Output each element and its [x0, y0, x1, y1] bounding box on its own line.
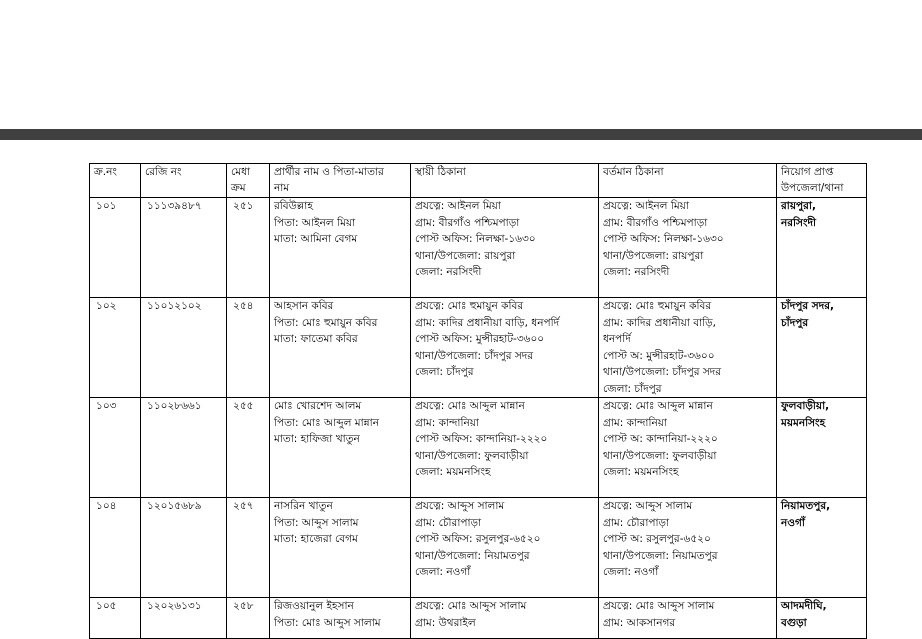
candidate-name-cell-line: রিজওয়ানুল ইহসান — [274, 600, 354, 612]
permanent-address-cell-line: থানা/উপজেলা: চাঁদপুর সদর — [415, 349, 534, 362]
candidate-name-cell — [270, 298, 411, 398]
permanent-address-cell-line: পোস্ট অফিস: রসুলপুর-৬৫২০ — [415, 533, 541, 545]
permanent-address-cell-line: জেলা: ময়মনসিংহ — [415, 466, 491, 478]
permanent-address-cell-line: গ্রাম: বীরগাঁও পশ্চিমপাড়া — [415, 216, 520, 229]
candidate-name-cell-line: মাতা: হাফিজা খাতুন — [274, 433, 360, 445]
registration-cell: ১২০২৬১৩১ — [141, 598, 227, 639]
header-name-line: প্রার্থীর নাম ও পিতা-মাতার — [274, 166, 384, 178]
present-address-cell-line: পোস্ট অ: মুন্সীরহাট-৩৬০০ — [603, 349, 715, 362]
header-name-line: নাম — [274, 182, 290, 194]
present-address-cell-line: গ্রাম: বীরগাঁও পশ্চিমপাড়া — [603, 216, 708, 229]
present-address-cell — [599, 298, 777, 398]
candidate-name-cell-line: আহসান কবির — [274, 300, 334, 312]
candidate-name-cell-line: রবিউল্লাহ — [274, 200, 313, 212]
present-address-cell-line: জেলা: ময়মনসিংহ — [603, 466, 679, 478]
posting-cell-line: চাঁদপুর — [781, 316, 809, 329]
posting-cell — [777, 598, 867, 639]
serial-cell: ১০১ — [90, 198, 141, 298]
header-posting-line: উপজেলা/থানা — [781, 182, 844, 194]
posting-cell-line: নওগাঁ — [781, 516, 805, 529]
candidate-name-cell-line: মাতা: ফাতেমা কবির — [274, 333, 358, 345]
header-posting-line: নিয়োগ প্রাপ্ত — [781, 166, 834, 178]
header-merit-line: মেধা — [231, 166, 251, 178]
permanent-address-cell-line: পোস্ট অফিস: মুন্সীরহাট-৩৬০০ — [415, 333, 545, 345]
present-address-cell-line: থানা/উপজেলা: রায়পুরা — [603, 249, 704, 262]
merit-cell: ২৫১ — [227, 198, 270, 298]
permanent-address-cell-line: গ্রাম: কাদির প্রধানীয়া বাড়ি, ধনপর্দি — [415, 316, 560, 329]
permanent-address-cell — [411, 498, 599, 598]
candidate-name-cell — [270, 498, 411, 598]
candidate-name-cell — [270, 398, 411, 498]
posting-cell — [777, 198, 867, 298]
permanent-address-cell-line: প্রযত্নে: আব্দুস সালাম — [415, 500, 505, 512]
permanent-address-cell — [411, 398, 599, 498]
present-address-cell-line: গ্রাম: চৌরাপাড়া — [603, 516, 670, 529]
candidate-name-cell-line: মাতা: হাজেরা বেগম — [274, 533, 358, 545]
present-address-cell — [599, 198, 777, 298]
serial-cell: ১০৫ — [90, 598, 141, 639]
present-address-cell-line: প্রযত্নে: আব্দুস সালাম — [603, 500, 693, 512]
posting-cell-line: চাঁদপুর সদর, — [781, 300, 835, 312]
permanent-address-cell-line: গ্রাম: কান্দানিয়া — [415, 416, 479, 429]
registration-cell: ১১০১২১০২ — [141, 298, 227, 398]
posting-cell-line: নিয়ামতপুর, — [781, 500, 831, 512]
candidate-name-cell-line: নাসরিন খাতুন — [274, 500, 333, 512]
posting-cell-line: রায়পুরা, — [781, 200, 816, 212]
permanent-address-cell — [411, 598, 599, 639]
candidate-name-cell — [270, 598, 411, 639]
present-address-cell-line: জেলা: চাঁদপুর — [603, 382, 662, 395]
permanent-address-cell-line: গ্রাম: চৌরাপাড়া — [415, 516, 482, 529]
permanent-address-cell-line: থানা/উপজেলা: ফুলবাড়ীয়া — [415, 449, 529, 462]
permanent-address-cell-line: জেলা: চাঁদপুর — [415, 366, 474, 378]
present-address-cell-line: জেলা: নওগাঁ — [603, 566, 659, 578]
table-row — [90, 198, 867, 298]
present-address-cell — [599, 598, 777, 639]
candidate-name-cell-line: মাতা: আমিনা বেগম — [274, 233, 358, 245]
present-address-cell-line: পোস্ট অ: রসুলপুর-৬৫২০ — [603, 533, 711, 545]
present-address-cell — [599, 398, 777, 498]
merit-cell: ২৫৮ — [227, 598, 270, 639]
serial-cell: ১০২ — [90, 298, 141, 398]
registration-cell: ১২০১৫৬৮৯ — [141, 498, 227, 598]
candidate-name-cell — [270, 198, 411, 298]
table-header-row — [90, 164, 867, 198]
table-row — [90, 598, 867, 639]
present-address-cell-line: প্রযত্নে: মোঃ আব্দুস সালাম — [603, 600, 715, 612]
permanent-address-cell-line: জেলা: নরসিংদী — [415, 266, 482, 278]
posting-cell — [777, 398, 867, 498]
header-present-address: বর্তমান ঠিকানা — [599, 164, 777, 198]
serial-cell: ১০৪ — [90, 498, 141, 598]
present-address-cell-line: প্রযত্নে: আইনল মিয়া — [603, 200, 689, 212]
merit-cell: ২৫৫ — [227, 398, 270, 498]
candidate-name-cell-line: মোঃ খোরশেদ আলম — [274, 400, 362, 412]
header-permanent-address: স্থায়ী ঠিকানা — [411, 164, 599, 198]
permanent-address-cell-line: গ্রাম: উথরাইল — [415, 616, 476, 629]
present-address-cell-line: ধনপর্দি — [603, 333, 631, 345]
header-name — [270, 164, 411, 198]
permanent-address-cell-line: থানা/উপজেলা: রায়পুরা — [415, 249, 516, 262]
present-address-cell-line: প্রযত্নে: মোঃ আব্দুল মান্নান — [603, 400, 713, 412]
present-address-cell-line: গ্রাম: কাদির প্রধানীয়া বাড়ি, — [603, 316, 716, 329]
candidate-name-cell-line: পিতা: মোঃ আব্দুস সালাম — [274, 616, 381, 629]
posting-cell-line: বগুড়া — [781, 616, 807, 629]
present-address-cell-line: থানা/উপজেলা: নিয়ামতপুর — [603, 549, 718, 562]
posting-cell-line: ফুলবাড়ীয়া, — [781, 400, 830, 412]
header-merit — [227, 164, 270, 198]
header-posting — [777, 164, 867, 198]
permanent-address-cell-line: প্রযত্নে: মোঃ আব্দুল মান্নান — [415, 400, 525, 412]
posting-cell-line: ময়মনসিংহ — [781, 416, 826, 429]
posting-cell — [777, 498, 867, 598]
merit-cell: ২৫৭ — [227, 498, 270, 598]
present-address-cell-line: পোস্ট অ: কান্দানিয়া-২২২০ — [603, 433, 718, 445]
top-divider-bar — [0, 129, 922, 140]
present-address-cell-line: গ্রাম: কান্দানিয়া — [603, 416, 667, 429]
permanent-address-cell — [411, 298, 599, 398]
present-address-cell-line: গ্রাম: আকসানগর — [603, 616, 676, 629]
registration-cell: ১১১৩৯৪৮৭ — [141, 198, 227, 298]
registration-cell: ১১০২৮৬৬১ — [141, 398, 227, 498]
permanent-address-cell-line: পোস্ট অফিস: কান্দানিয়া-২২২০ — [415, 433, 548, 445]
permanent-address-cell-line: প্রযত্নে: আইনল মিয়া — [415, 200, 501, 212]
header-merit-line: ক্রম — [231, 182, 246, 194]
present-address-cell-line: থানা/উপজেলা: চাঁদপুর সদর — [603, 366, 722, 378]
header-registration: রেজি নং — [141, 164, 227, 198]
present-address-cell-line: থানা/উপজেলা: ফুলবাড়ীয়া — [603, 449, 717, 462]
permanent-address-cell-line: পোস্ট অফিস: নিলক্ষা-১৬৩০ — [415, 233, 536, 245]
table-row — [90, 298, 867, 398]
present-address-cell-line: পোস্ট অফিস: নিলক্ষা-১৬৩০ — [603, 233, 724, 245]
permanent-address-cell-line: জেলা: নওগাঁ — [415, 566, 471, 578]
present-address-cell — [599, 498, 777, 598]
permanent-address-cell — [411, 198, 599, 298]
present-address-cell-line: প্রযত্নে: মোঃ হুমায়ুন কবির — [603, 300, 712, 312]
candidate-name-cell-line: পিতা: আব্দুস সালাম — [274, 516, 359, 529]
candidate-name-cell-line: পিতা: আইনল মিয়া — [274, 216, 356, 229]
candidate-name-cell-line: পিতা: মোঃ আব্দুল মান্নান — [274, 416, 379, 429]
header-serial: ক্র.নং — [90, 164, 141, 198]
table-row — [90, 498, 867, 598]
candidate-name-cell-line: পিতা: মোঃ হুমায়ুন কবির — [274, 316, 378, 329]
table-row — [90, 398, 867, 498]
permanent-address-cell-line: প্রযত্নে: মোঃ হুমায়ুন কবির — [415, 300, 524, 312]
posting-cell-line: নরসিংদী — [781, 216, 817, 229]
recruitment-table — [89, 163, 867, 639]
permanent-address-cell-line: প্রযত্নে: মোঃ আব্দুস সালাম — [415, 600, 527, 612]
posting-cell-line: আদমদীঘি, — [781, 600, 827, 612]
present-address-cell-line: জেলা: নরসিংদী — [603, 266, 670, 278]
posting-cell — [777, 298, 867, 398]
serial-cell: ১০৩ — [90, 398, 141, 498]
permanent-address-cell-line: থানা/উপজেলা: নিয়ামতপুর — [415, 549, 530, 562]
merit-cell: ২৫৪ — [227, 298, 270, 398]
